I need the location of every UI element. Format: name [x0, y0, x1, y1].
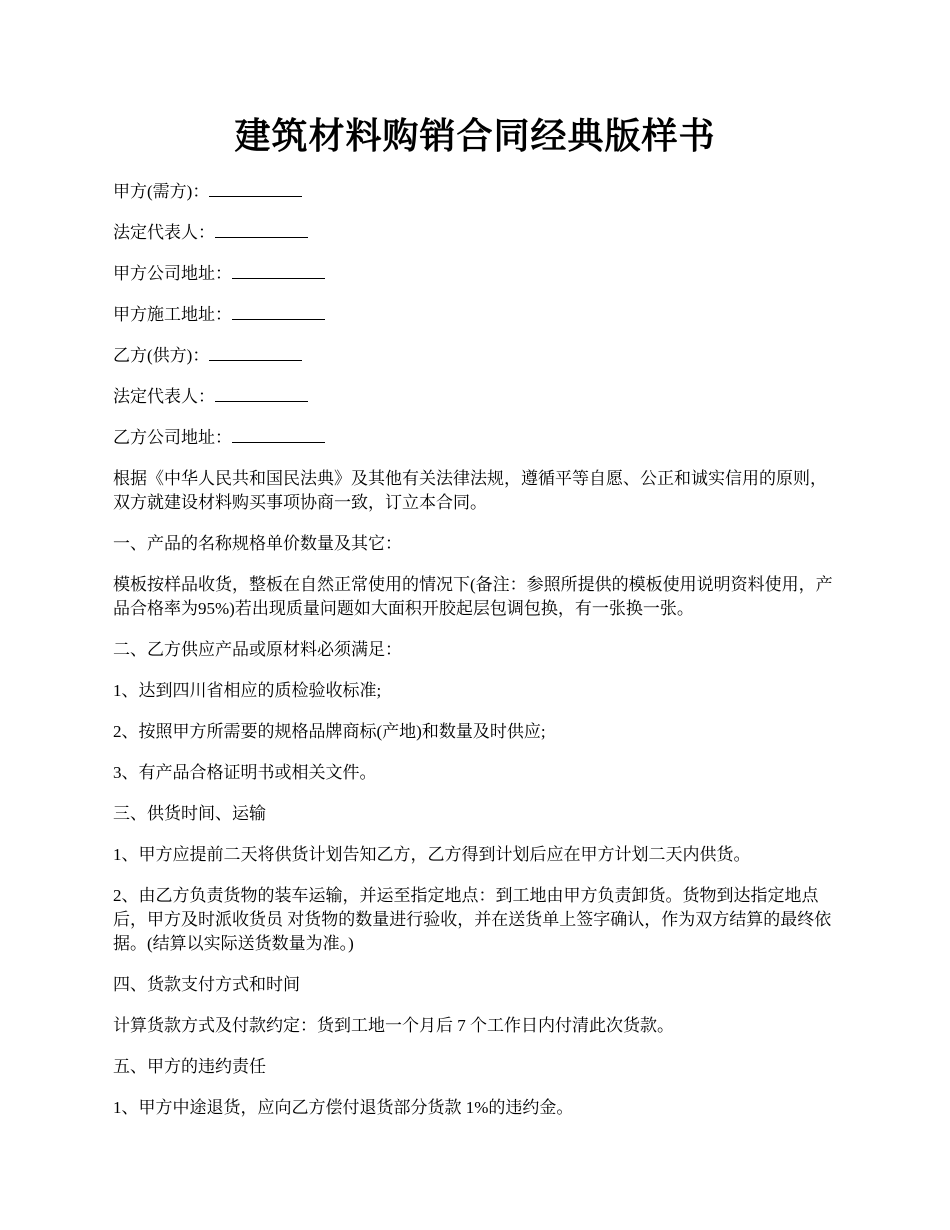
field-party-a-address [113, 262, 841, 286]
blank-line [232, 303, 325, 320]
field-label: 法定代表人： [113, 387, 215, 406]
field-legal-rep-b [113, 385, 841, 409]
section-heading-1: 一、产品的名称规格单价数量及其它： [113, 534, 402, 553]
list-item: 2、按照甲方所需要的规格品牌商标(产地)和数量及时供应; [113, 722, 546, 741]
field-label: 甲方施工地址： [113, 305, 232, 324]
field-label: 乙方(供方)： [113, 346, 210, 365]
paragraph: 模板按样品收货，整板在自然正常使用的情况下(备注：参照所提供的模板使用说明资料使用，产品合格率为95%)若出现质量问题如大面积开胶起层包调包换，有一张换一张。 [113, 575, 833, 618]
list-item: 1、达到四川省相应的质检验收标准; [113, 681, 382, 700]
blank-line [232, 262, 325, 279]
document-title: 建筑材料购销合同经典版样书 [234, 116, 716, 156]
section-heading-3: 三、供货时间、运输 [113, 804, 266, 823]
list-item: 3、有产品合格证明书或相关文件。 [113, 763, 377, 782]
blank-line [209, 180, 302, 197]
blank-line [232, 426, 325, 443]
field-label: 甲方(需方)： [113, 182, 210, 201]
section-heading-4: 四、货款支付方式和时间 [113, 975, 300, 994]
section-heading-5: 五、甲方的违约责任 [113, 1057, 266, 1076]
list-item: 2、由乙方负责货物的装车运输，并运至指定地点：到工地由甲方负责卸货。货物到达指定地点后，甲方及时派收货员 对货物的数量进行验收，并在送货单上签字确认，作为双方结算的最终依据。(结算以实际送货数量为准。) [113, 886, 832, 953]
field-label: 法定代表人： [113, 223, 215, 242]
list-item: 1、甲方应提前二天将供货计划告知乙方，乙方得到计划后应在甲方计划二天内供货。 [113, 845, 751, 864]
blank-line [209, 344, 302, 361]
document-body [113, 180, 841, 1137]
blank-line [215, 221, 308, 238]
section-heading-2: 二、乙方供应产品或原材料必须满足： [113, 640, 402, 659]
field-label: 乙方公司地址： [113, 428, 232, 447]
field-party-b-address [113, 426, 841, 450]
paragraph: 计算货款方式及付款约定：货到工地一个月后 7 个工作日内付清此次货款。 [113, 1016, 674, 1035]
list-item: 1、甲方中途退货，应向乙方偿付退货部分货款 1%的违约金。 [113, 1098, 574, 1117]
blank-line [215, 385, 308, 402]
field-legal-rep-a [113, 221, 841, 245]
field-party-b [113, 344, 841, 368]
preamble-paragraph: 根据《中华人民共和国民法典》及其他有关法律法规，遵循平等自愿、公正和诚实信用的原则，双方就建设材料购买事项协商一致，订立本合同。 [113, 469, 827, 512]
field-party-a-site-address [113, 303, 841, 327]
field-party-a [113, 180, 841, 204]
field-label: 甲方公司地址： [113, 264, 232, 283]
